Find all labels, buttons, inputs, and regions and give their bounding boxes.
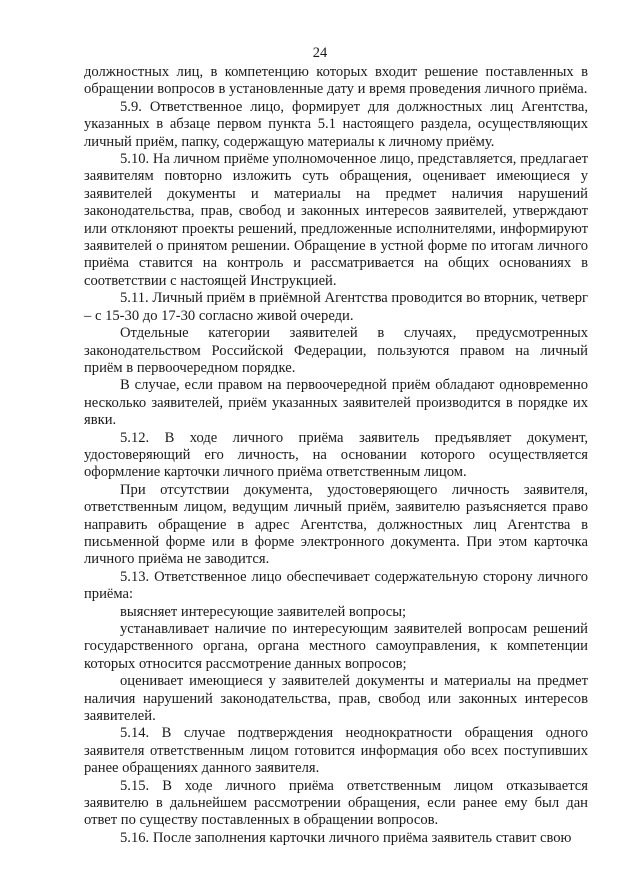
- paragraph: 5.10. На личном приёме уполномоченное лицо, представляется, предлагает заявителям повторно изложить суть обращения, оценивает имеющиеся у заявителей документы и материалы на предмет наличия нарушений законодательства, прав, свобод и законных интересов заявителей, утверждают или отклоняют проекты решений, предложенные исполнителями, информируют заявителей о принятом решении. Обращение в устной форме по итогам личного приёма ставится на контроль и рассматривается на общих основаниях в соответствии с настоящей Инструкцией.: [84, 151, 588, 289]
- paragraph: В случае, если правом на первоочередной приём обладают одновременно несколько заявителей, приём указанных заявителей производится в порядке их явки.: [84, 377, 588, 429]
- paragraph: выясняет интересующие заявителей вопросы;: [120, 603, 407, 620]
- document-body: [84, 64, 588, 847]
- paragraph: 5.11. Личный приём в приёмной Агентства проводится во вторник, четверг – с 15-30 до 17-30 согласно живой очереди.: [84, 290, 588, 324]
- paragraph: должностных лиц, в компетенцию которых входит решение поставленных в обращении вопросов в установленные дату и время проведения личного приёма.: [84, 64, 588, 98]
- paragraph: 5.14. В случае подтверждения неоднократности обращения одного заявителя ответственным лицом готовится информация обо всех поступивших ранее обращениях данного заявителя.: [84, 725, 588, 777]
- paragraph: 5.13. Ответственное лицо обеспечивает содержательную сторону личного приёма:: [84, 568, 588, 603]
- paragraph: оценивает имеющиеся у заявителей документы и материалы на предмет наличия нарушений законодательства, прав, свобод или законных интересов заявителей.: [84, 673, 588, 725]
- paragraph: 5.15. В ходе личного приёма ответственным лицом отказывается заявителю в дальнейшем рассмотрении обращения, если ранее ему был дан ответ по существу поставленных в обращении вопросов.: [84, 777, 588, 829]
- paragraph: Отдельные категории заявителей в случаях, предусмотренных законодательством Российской Федерации, пользуются правом на личный приём в первоочередном порядке.: [84, 325, 588, 376]
- paragraph: 5.16. После заполнения карточки личного приёма заявитель ставит свою: [120, 829, 572, 846]
- paragraph: 5.9. Ответственное лицо, формирует для должностных лиц Агентства, указанных в абзаце первом пункта 5.1 настоящего раздела, осуществляющих личный приём, папку, содержащую материалы к личному приёму.: [84, 98, 588, 150]
- paragraph: 5.12. В ходе личного приёма заявитель предъявляет документ, удостоверяющий его личность, на основании которого осуществляется оформление карточки личного приёма ответственным лицом.: [84, 429, 588, 481]
- paragraph: устанавливает наличие по интересующим заявителей вопросам решений государственного органа, органа местного самоуправления, к компетенции которых относится рассмотрение данных вопросов;: [84, 621, 588, 672]
- paragraph: При отсутствии документа, удостоверяющего личность заявителя, ответственным лицом, ведущим личный приём, заявителю разъясняется право направить обращение в адрес Агентства, должностных лиц Агентства в письменной форме или в форме электронного документа. При этом карточка личного приёма не заводится.: [84, 481, 588, 568]
- page-number: 24: [312, 45, 328, 61]
